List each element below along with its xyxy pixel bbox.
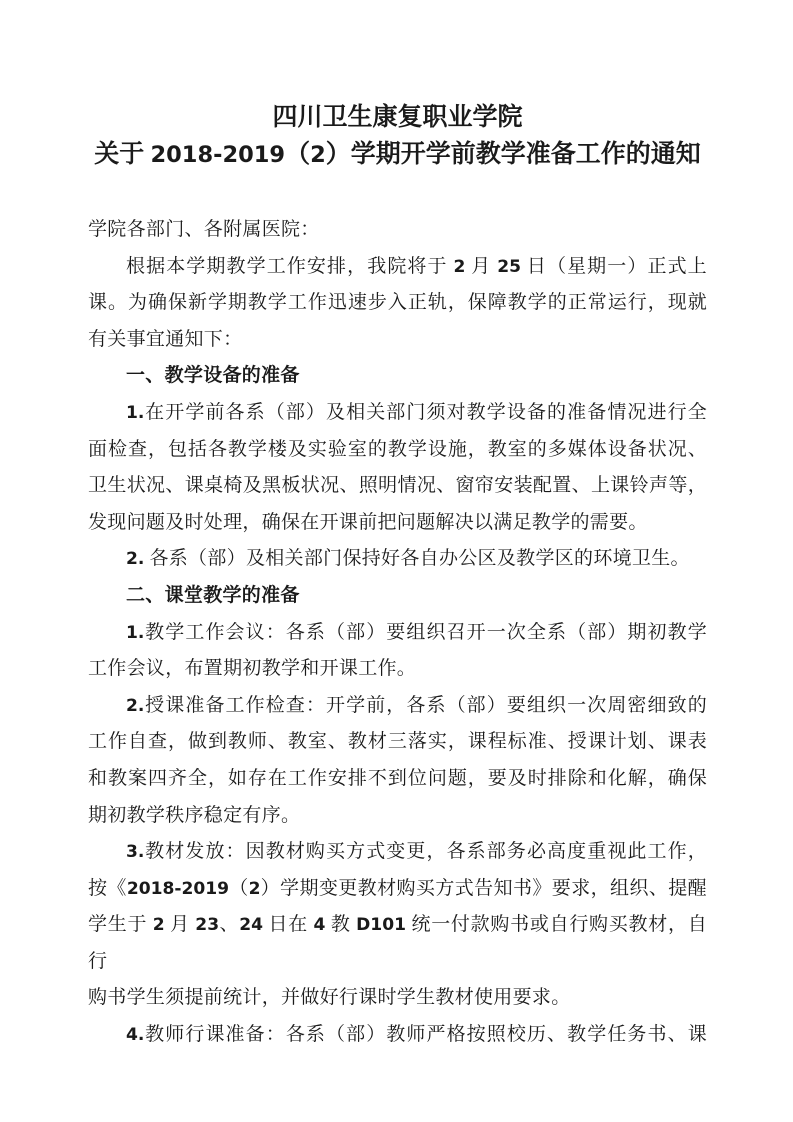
doc-line: 购书学生须提前统计，并做好行课时学生教材使用要求。 [88,987,571,1009]
doc-line: 工作会议，布置期初教学和开课工作。 [88,658,417,680]
document-body [88,212,707,1054]
doc-line: 和教案四齐全，如存在工作安排不到位问题，要及时排除和化解，确保 [88,767,707,789]
doc-line: 发现问题及时处理，确保在开课前把问题解决以满足教学的需要。 [88,511,648,533]
section-1-heading: 一、教学设备的准备 [126,365,300,387]
doc-line: 4.教师行课准备：各系（部）教师严格按照校历、教学任务书、课 [126,1024,707,1046]
doc-line: 按《2018-2019（2）学期变更教材购买方式告知书》要求，组织、提醒 [88,877,707,899]
doc-line: 期初教学秩序稳定有序。 [88,804,301,826]
doc-line: 面检查，包括各教学楼及实验室的教学设施，教室的多媒体设备状况、 [88,438,707,460]
doc-line: 3.教材发放：因教材购买方式变更，各系部务必高度重视此工作， [126,841,707,863]
doc-line: 2.授课准备工作检查：开学前，各系（部）要组织一次周密细致的 [126,694,707,716]
doc-line: 工作自查，做到教师、教室、教材三落实，课程标准、授课计划、课表 [88,731,707,753]
doc-line: 学生于 2 月 23、24 日在 4 教 D101 统一付款购书或自行购买教材，自行 [88,914,708,972]
intro-line: 课。为确保新学期教学工作迅速步入正轨，保障教学的正常运行，现就 [88,292,707,314]
doc-line: 1.教学工作会议：各系（部）要组织召开一次全系（部）期初教学 [126,621,707,643]
doc-title: 四川卫生康复职业学院 [272,104,523,131]
doc-line: 2. 各系（部）及相关部门保持好各自办公区及教学区的环境卫生。 [126,548,690,570]
doc-line: 1.在开学前各系（部）及相关部门须对教学设备的准备情况进行全 [126,401,707,423]
intro-line: 有关事宜通知下： [88,328,243,350]
section-2-heading: 二、课堂教学的准备 [126,584,300,606]
doc-subtitle: 关于 2018-2019（2）学期开学前教学准备工作的通知 [94,141,701,168]
doc-line: 卫生状况、课桌椅及黑板状况、照明情况、窗帘安装配置、上课铃声等， [88,475,707,497]
intro-line: 根据本学期教学工作安排，我院将于 2 月 25 日（星期一）正式上 [126,255,707,277]
salutation-line: 学院各部门、各附属医院： [88,219,320,240]
document-header [88,0,707,174]
